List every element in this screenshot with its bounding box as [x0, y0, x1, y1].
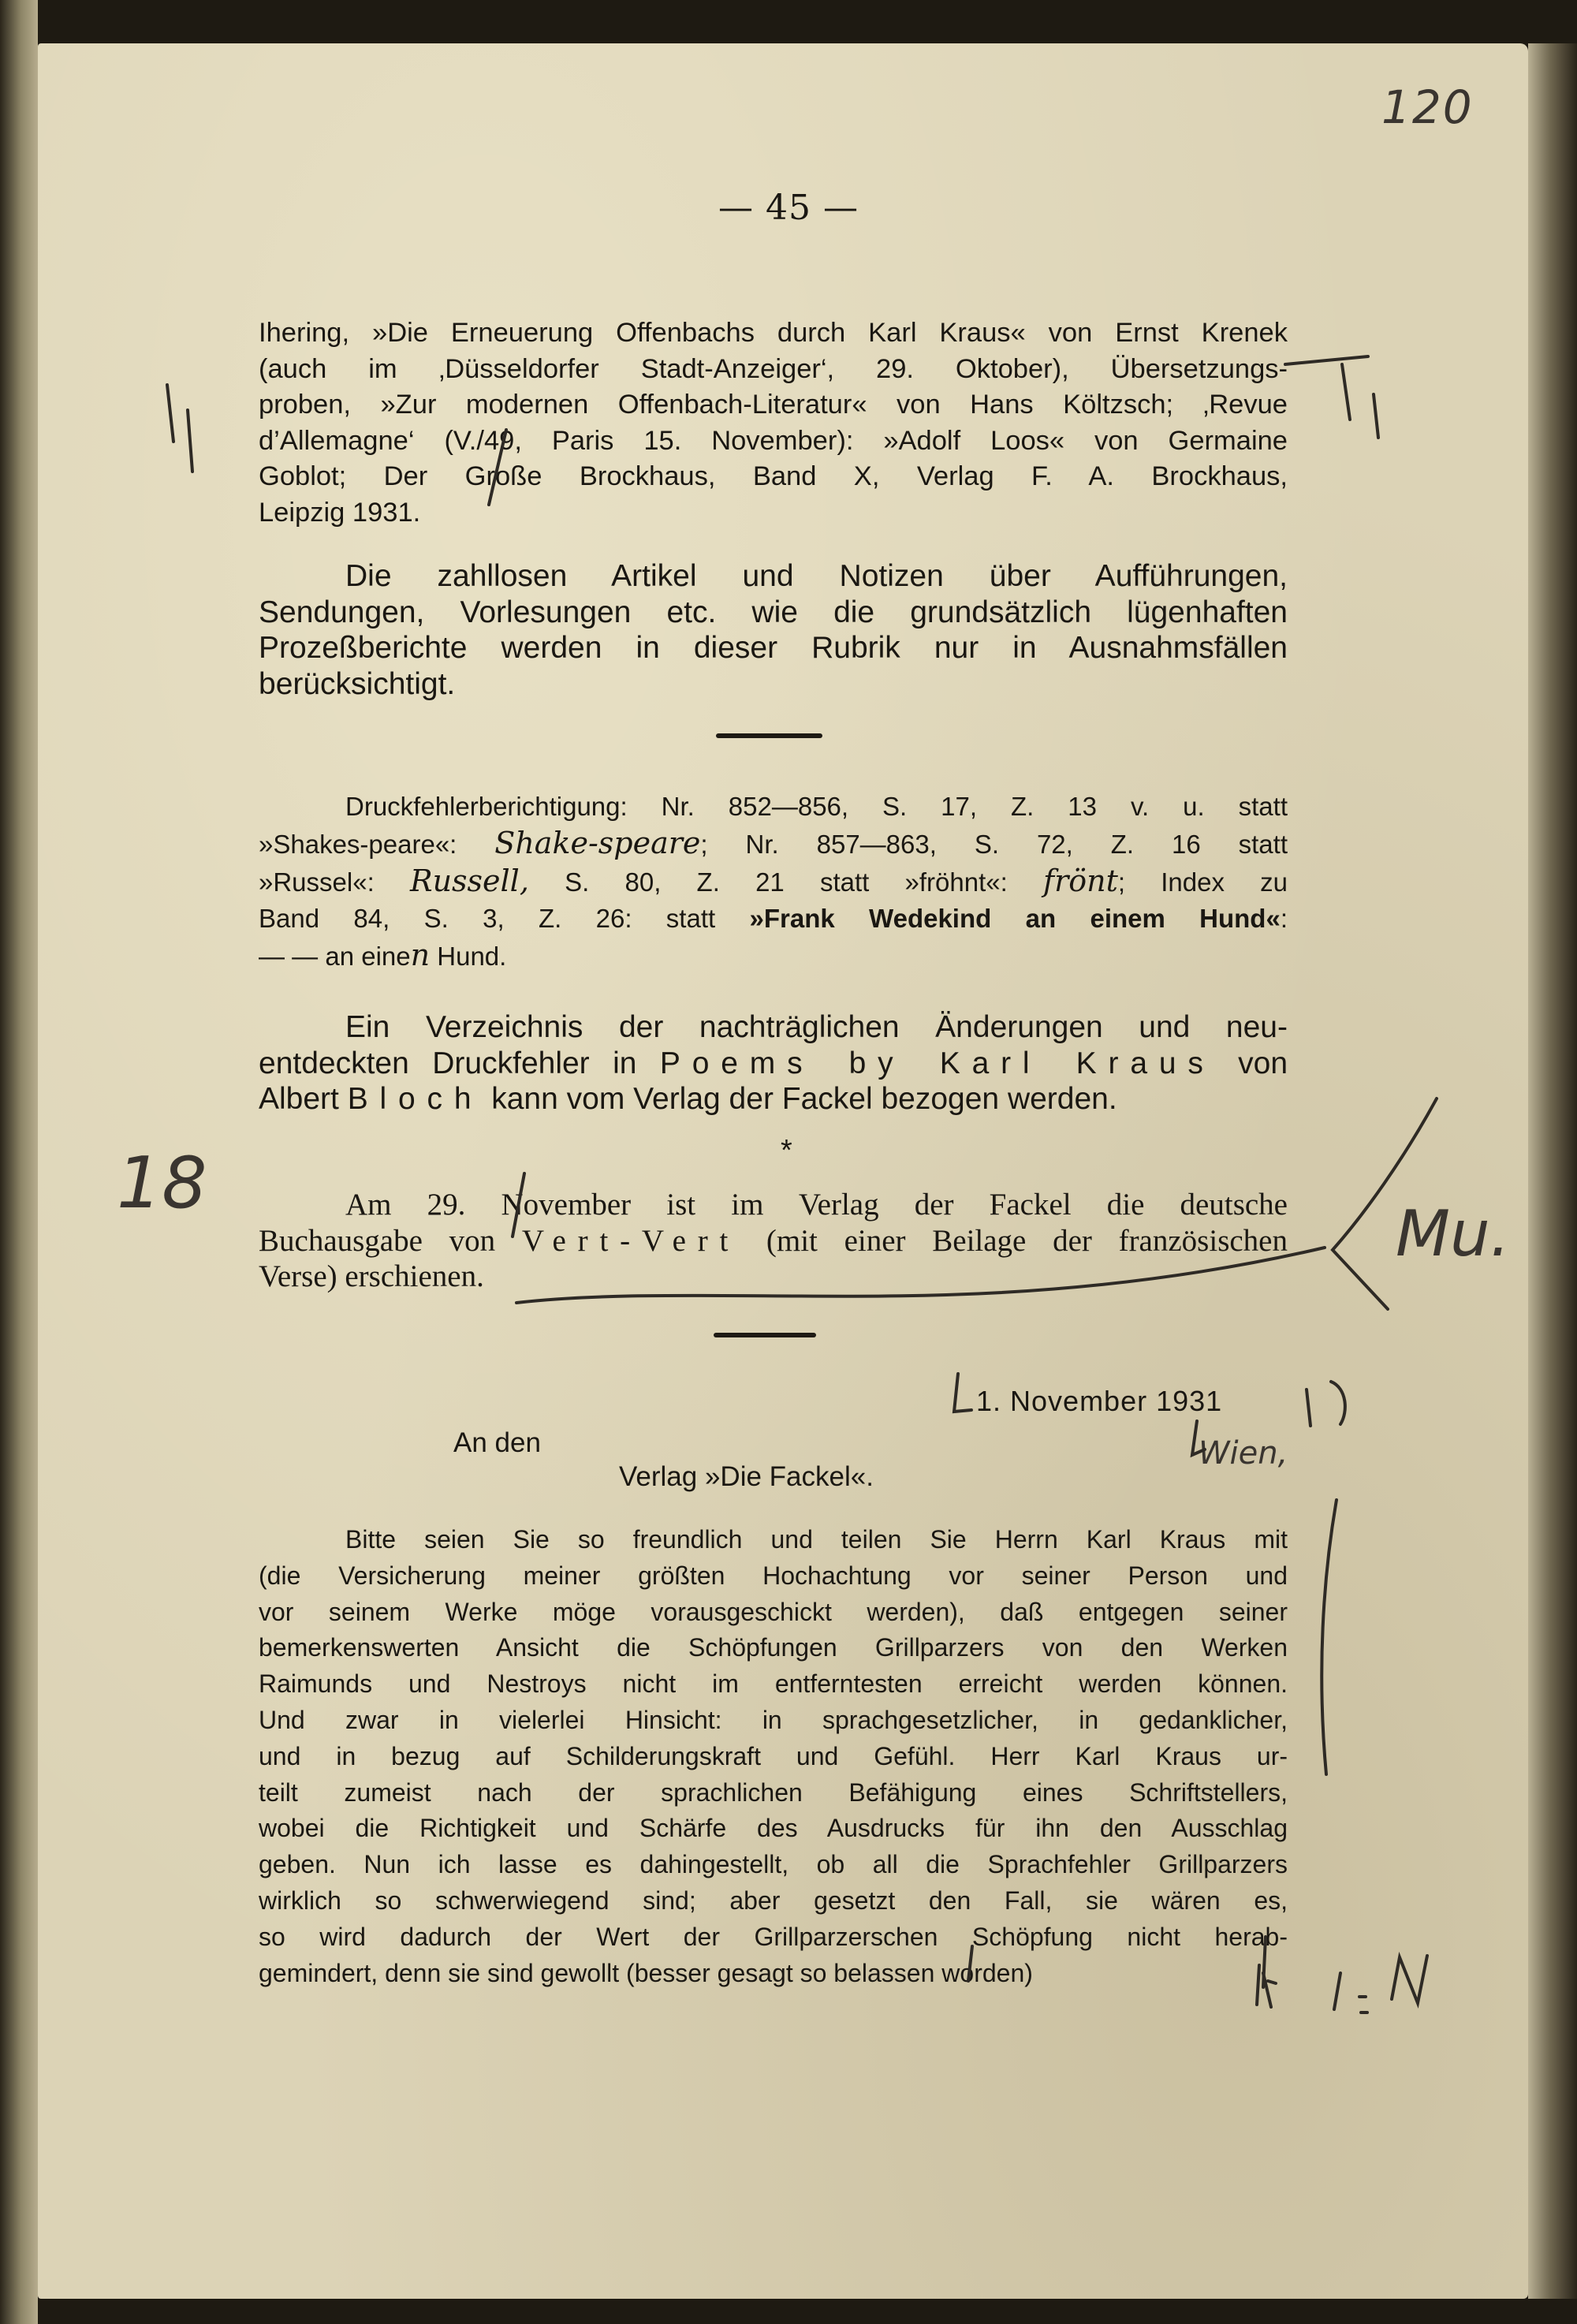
text-line: Albert Bloch kann vom Verlag der Fackel bezogen werden.: [259, 1082, 1117, 1116]
text-line: Und zwar in vielerlei Hinsicht: in sprachgesetzlicher, in gedanklicher,: [259, 1705, 1288, 1734]
handwritten-page-number: 120: [1381, 80, 1474, 134]
text-line: wirklich so schwerwiegend sind; aber gesetzt den Fall, sie wären es,: [259, 1886, 1288, 1915]
paragraph-references: [259, 315, 1288, 531]
text-line: Sendungen, Vorlesungen etc. wie die grundsätzlich lügenhaften: [259, 595, 1288, 629]
letter-body: [259, 1522, 1288, 1991]
text-line: »Shakes-peare«: Shake-speare; Nr. 857—863, S. 72, Z. 16 statt: [259, 826, 1288, 860]
handwritten-margin-number: 18: [117, 1142, 207, 1225]
text-line: Druckfehlerberichtigung: Nr. 852—856, S. 17, Z. 13 v. u. statt: [345, 792, 1288, 821]
paragraph-note: [259, 558, 1288, 702]
text-line: Die zahllosen Artikel und Notizen über Aufführungen,: [345, 559, 1288, 593]
book-gutter: [0, 0, 38, 2324]
text-line: Am 29. November ist im Verlag der Fackel die deutsche: [345, 1188, 1288, 1222]
correction-word: frönt: [1043, 864, 1118, 898]
text-line: teilt zumeist nach der sprachlichen Befähigung eines Schriftstellers,: [259, 1778, 1288, 1807]
correction-word: Russell,: [409, 864, 529, 898]
text-line: (die Versicherung meiner größten Hochachtung vor seiner Person und: [259, 1561, 1288, 1590]
section-divider: [716, 733, 822, 738]
paragraph-errata: [259, 789, 1288, 975]
handwritten-place-note: Wien,: [1199, 1435, 1288, 1472]
asterisk-separator: *: [781, 1134, 792, 1167]
letter-salutation: An den: [453, 1427, 541, 1458]
text-line: entdeckten Druckfehler in Poems by Karl Kraus von: [259, 1046, 1288, 1080]
page-edge: [1528, 43, 1577, 2299]
text-line: — — an einen Hund.: [259, 938, 507, 972]
text-line: Buchausgabe von Vert-Vert (mit einer Beilage der französischen: [259, 1223, 1288, 1258]
text-line: (auch im ‚Düsseldorfer Stadt-Anzeiger‘, 29. Oktober), Übersetzungs-: [259, 353, 1288, 384]
text-line: geben. Nun ich lasse es dahingestellt, ob all die Sprachfehler Grillparzers: [259, 1850, 1288, 1879]
text-line: bemerkenswerten Ansicht die Schöpfungen Grillparzers von den Werken: [259, 1633, 1288, 1662]
text-line: gemindert, denn sie sind gewollt (besser gesagt so belassen worden): [259, 1958, 1033, 1987]
paragraph-poems-notice: [259, 1009, 1288, 1117]
text-line: vor seinem Werke möge vorausgeschickt werden), daß entgegen seiner: [259, 1597, 1288, 1626]
text-line: Ihering, »Die Erneuerung Offenbachs durch Karl Kraus« von Ernst Krenek: [259, 318, 1288, 348]
text-line: proben, »Zur modernen Offenbach-Literatur« von Hans Költzsch; ‚Revue: [259, 390, 1288, 420]
text-line: so wird dadurch der Wert der Grillparzerschen Schöpfung nicht herab-: [259, 1922, 1288, 1951]
text-line: »Russel«: Russell, S. 80, Z. 21 statt »fröhnt«: frönt; Index zu: [259, 864, 1288, 898]
text-line: Band 84, S. 3, Z. 26: statt »Frank Wedekind an einem Hund«:: [259, 904, 1288, 933]
text-line: berücksichtigt.: [259, 666, 456, 701]
text-line: d’Allemagne‘ (V./49, Paris 15. November): »Adolf Loos« von Germaine: [259, 425, 1288, 456]
text-line: und in bezug auf Schilderungskraft und Gefühl. Herr Karl Kraus ur-: [259, 1741, 1288, 1770]
text-line: wobei die Richtigkeit und Schärfe des Ausdrucks für ihn den Ausschlag: [259, 1814, 1288, 1843]
correction-word: Shake-speare: [494, 826, 701, 860]
text-line: Leipzig 1931.: [259, 497, 421, 528]
text-line: Prozeßberichte werden in dieser Rubrik nur in Ausnahmsfällen: [259, 631, 1288, 665]
text-line: Verse) erschienen.: [259, 1259, 484, 1293]
text-line: Goblot; Der Große Brockhaus, Band X, Verlag F. A. Brockhaus,: [259, 461, 1288, 491]
letter-date: 1. November 1931: [976, 1385, 1223, 1417]
page-folio: — 45 —: [718, 188, 859, 228]
paragraph-vert-vert: [259, 1187, 1288, 1295]
section-divider: [714, 1333, 816, 1337]
handwritten-margin-note: Mu.: [1396, 1197, 1511, 1270]
text-line: Bitte seien Sie so freundlich und teilen Sie Herrn Karl Kraus mit: [345, 1525, 1288, 1554]
text-line: Raimunds und Nestroys nicht im entferntesten erreicht werden können.: [259, 1669, 1288, 1699]
text-line: Ein Verzeichnis der nachträglichen Änderungen und neu-: [345, 1010, 1288, 1044]
letter-recipient: Verlag »Die Fackel«.: [619, 1461, 874, 1492]
